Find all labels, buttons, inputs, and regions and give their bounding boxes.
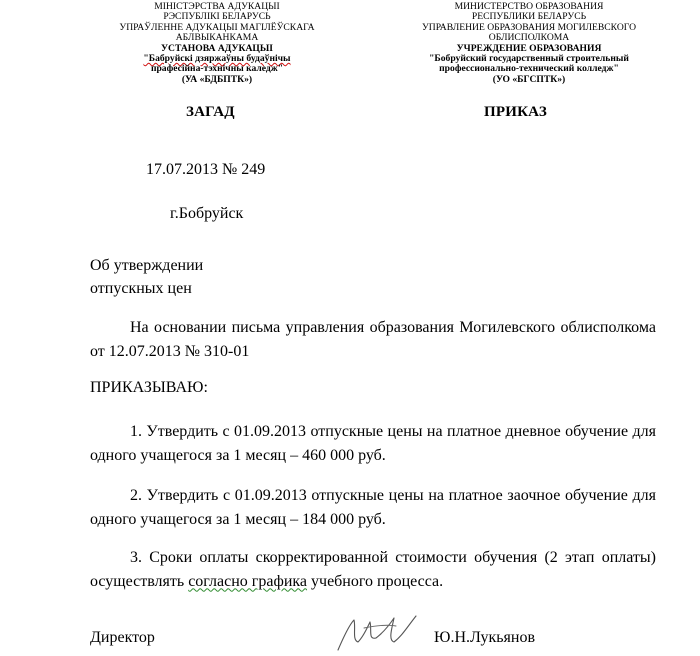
header-left-line7: прафесійна-тэхнічны каледж": [150, 63, 284, 75]
order-item-3-underlined: согласно графика: [188, 572, 308, 590]
header-left-line4: АБЛВЫКАНКАМА: [175, 32, 259, 44]
order-item-1: 1. Утвердить с 01.09.2013 отпускные цены на платное дневное обучение для одного учащегося за 1 месяц – 460 000 руб.: [90, 423, 656, 464]
handwritten-signature: [334, 606, 424, 656]
header-left-line8: (УА «БДБПТК»): [181, 73, 253, 85]
header-left-line1: МІНІСТЭРСТВА АДУКАЦЫІ: [154, 1, 280, 12]
header-right-line6: "Бобруйский государственный строительный: [429, 53, 629, 65]
order-item-3-end: учебного процесса.: [307, 572, 444, 590]
header-belarusian: [92, 2, 342, 85]
header-right-line7: профессионально-технический колледж": [439, 63, 619, 75]
header-right-line2: РЕСПУБЛИКИ БЕЛАРУСЬ: [471, 11, 587, 23]
signatory-position: Директор: [90, 629, 155, 646]
header-right-line5: УЧРЕЖДЕНИЕ ОБРАЗОВАНИЯ: [456, 42, 602, 54]
subject-line1: Об утверждении: [90, 257, 204, 274]
title-zagad: ЗАГАД: [186, 104, 235, 120]
header-left-line5: УСТАНОВА АДУКАЦЫІ: [160, 42, 274, 54]
header-right-line3: УПРАВЛЕНИЕ ОБРАЗОВАНИЯ МОГИЛЕВСКОГО: [421, 21, 637, 33]
header-right-line4: ОБЛИСПОЛКОМА: [488, 32, 570, 44]
subject-line2: отпускных цен: [90, 280, 192, 297]
order-item-3-text: 3. Сроки оплаты скорректированной стоимости обучения (2 этап оплаты) осуществлять: [90, 549, 656, 590]
basis-paragraph: На основании письма управления образования Могилевского облисполкома от 12.07.2013 № 310-01: [90, 319, 656, 360]
header-left-line6: "Бабруйскі дзяржаўны будаўнічы: [143, 53, 291, 65]
order-item-3: [90, 546, 656, 593]
order-city: г.Бобруйск: [170, 205, 244, 222]
header-right-line8: (УО «БГСПТК»): [492, 73, 566, 85]
header-left-line3: УПРАЎЛЕННЕ АДУКАЦЫІ МАГІЛЁЎСКАГА: [119, 21, 315, 33]
order-date-number: 17.07.2013 № 249: [146, 161, 266, 178]
order-word: ПРИКАЗЫВАЮ:: [90, 379, 208, 396]
title-prikaz: ПРИКАЗ: [484, 104, 547, 120]
header-right-line1: МИНИСТЕРСТВО ОБРАЗОВАНИЯ: [454, 1, 604, 12]
header-left-line2: РЭСПУБЛІКІ БЕЛАРУСЬ: [163, 11, 271, 23]
order-item-2: 2. Утвердить с 01.09.2013 отпускные цены на платное заочное обучение для одного учащегося за 1 месяц – 184 000 руб.: [90, 487, 656, 528]
header-russian: [398, 2, 660, 85]
signatory-name: Ю.Н.Лукьянов: [434, 629, 535, 646]
